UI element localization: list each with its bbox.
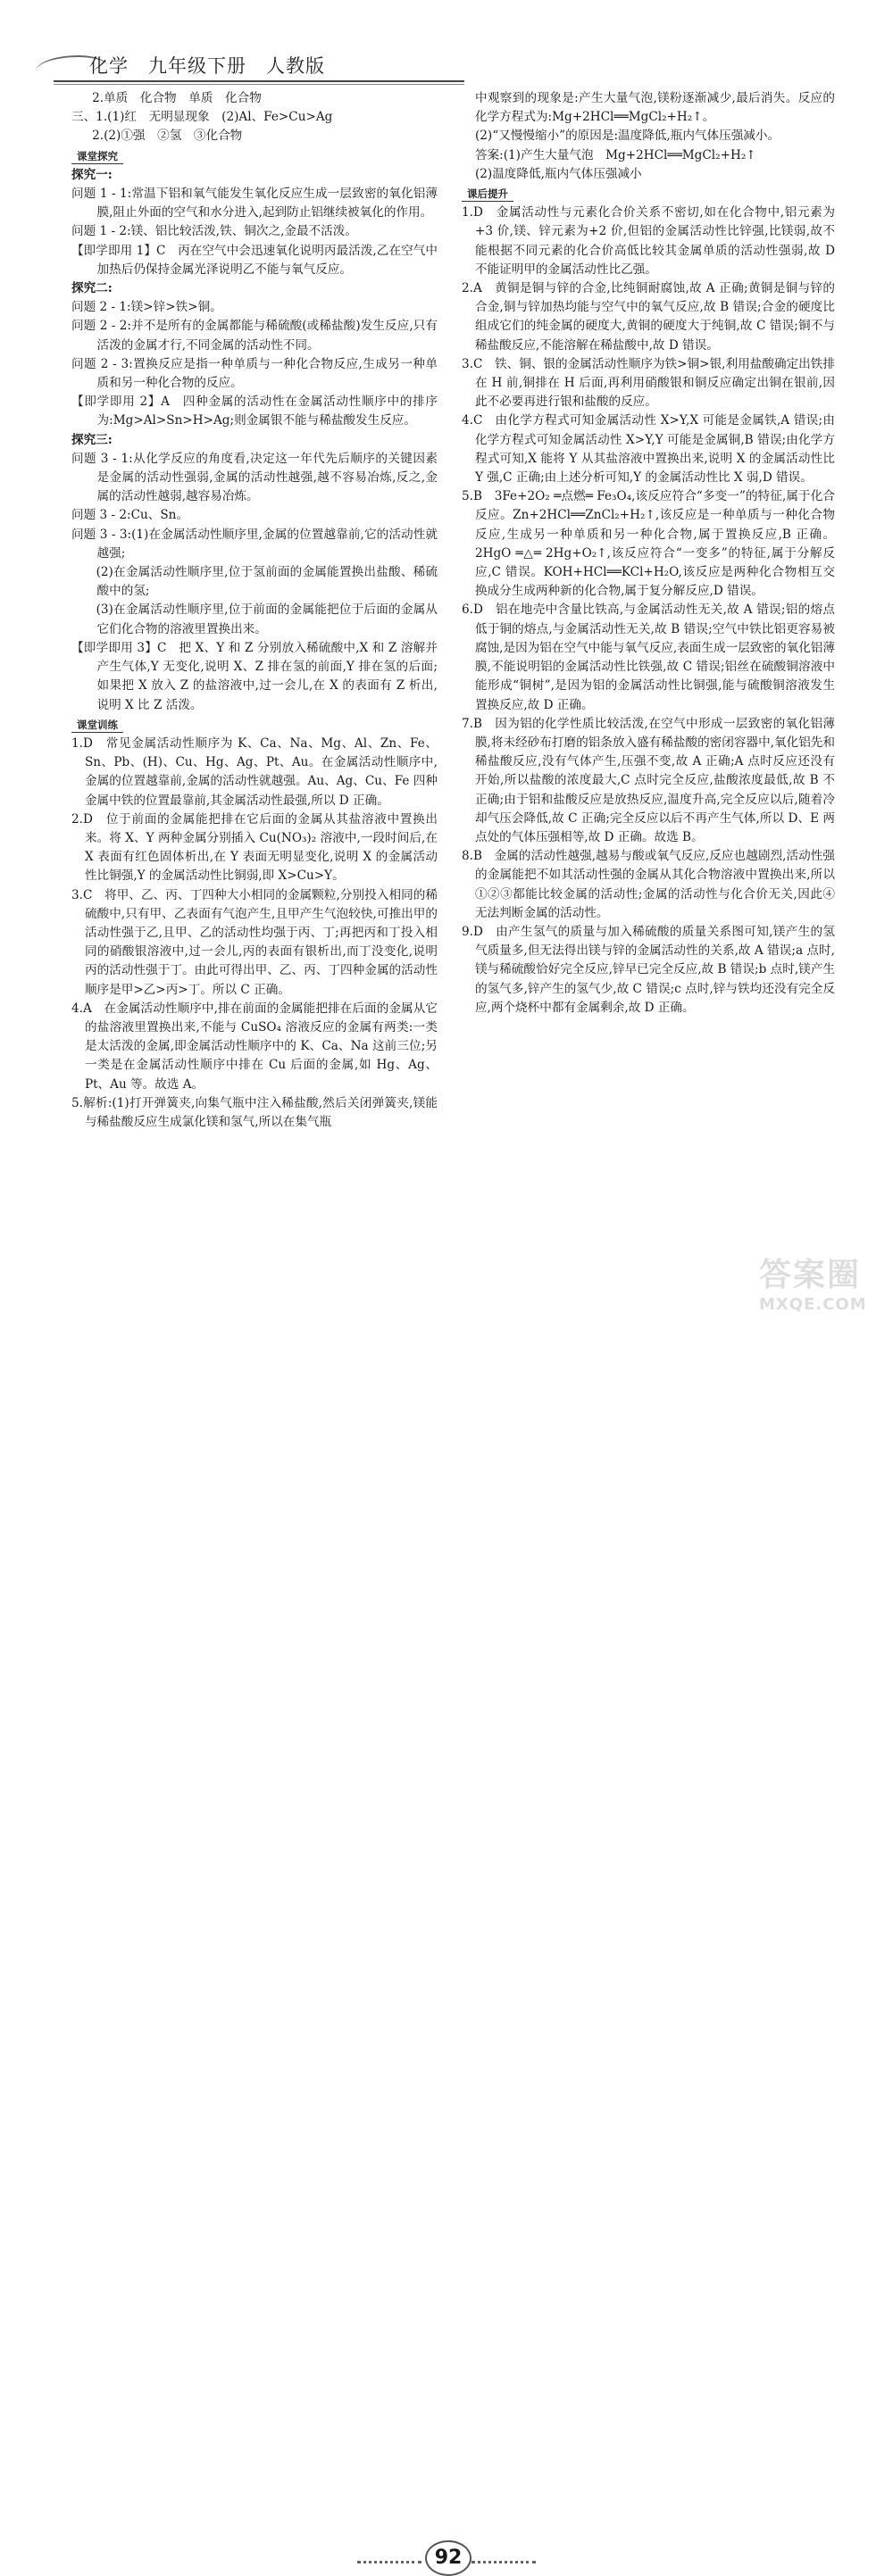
text-paragraph: 问题 3 - 1:从化学反应的角度看,决定这一年代先后顺序的关键因素是金属的活动性强弱,金属的活动性越强,越不容易冶炼,反之,金属的活动性越弱,越容易冶炼。 (71, 451, 438, 504)
text-paragraph: 9.D 由产生氢气的质量与加入稀硫酸的质量关系图可知,镁产生的氢气质量多,但无法得出镁与锌的金属活动性的关系,故 A 错误;a 点时,镁与稀硫酸恰好完全反应,锌早已完全反应,故 B 错误;b 点时,镁产生的氢气多,锌产生的氢气少,故 C 错误;c 点时,锌与铁均还没有完全反应,两个烧杯中都有金属剩余,故 D 正确。 (462, 924, 835, 1015)
text-paragraph: 3.C 铁、铜、银的金属活动性顺序为铁>铜>银,利用盐酸确定出铁排在 H 前,铜排在 H 后面,再利用硝酸银和铜反应确定出铜在银前,因此不必要再进行银和盐酸的反应。 (462, 356, 835, 410)
right-column (462, 89, 835, 1018)
text-paragraph: 4.C 由化学方程式可知金属活动性 X>Y,X 可能是金属铁,A 错误;由化学方程式可知金属活动性 X>Y,Y 可能是金属铜,B 错误;由化学方程式可知,X 能将 Y 从其盐溶液中置换出来,说明 X 的金属活动性比 Y 强,C 正确;由上述分析可知,Y 的金属活动性比 X 弱,D 错误。 (462, 413, 835, 486)
text-paragraph: 探究三: (71, 432, 113, 447)
text-paragraph: 问题 1 - 1:常温下铝和氧气能发生氧化反应生成一层致密的氧化铝薄膜,阻止外面的空气和水分进入,起到防止铝继续被氧化的作用。 (71, 187, 438, 220)
text-paragraph: 1.D 常见金属活动性顺序为 K、Ca、Na、Mg、Al、Zn、Fe、Sn、Pb、(H)、Cu、Hg、Ag、Pt、Au。在金属活动性顺序中,金属的位置越靠前,金属的活动性就越强。Au、Ag、Cu、Fe 四种金属中铁的位置最靠前,其金属活动性最强,所以 D 正确。 (71, 735, 438, 808)
header-rule (54, 80, 464, 82)
page-header (0, 0, 893, 89)
text-paragraph: (2)在金属活动性顺序里,位于氢前面的金属能置换出盐酸、稀硫酸中的氢; (71, 565, 438, 599)
watermark-logo (759, 1250, 884, 1314)
text-paragraph: 5.解析:(1)打开弹簧夹,向集气瓶中注入稀盐酸,然后关闭弹簧夹,镁能与稀盐酸反应生成氯化镁和氢气,所以在集气瓶 (71, 1095, 438, 1129)
text-paragraph: 5.B 3Fe+2O₂ ═点燃═ Fe₃O₄,该反应符合“多变一”的特征,属于化合反应。Zn+2HCl══ZnCl₂+H₂↑,该反应是一种单质与一种化合物反应,生成另一种单质和另一种化合物,属于置换反应,B 正确。2HgO ═△═ 2Hg+O₂↑,该反应符合“一变多”的特征,属于分解反应,C 错误。KOH+HCl══KCl+H₂O,该反应是两种化合物相互交换成分生成两种新的化合物,属于复分解反应,D 错误。 (462, 489, 835, 599)
text-paragraph: 问题 2 - 2:并不是所有的金属都能与稀硫酸(或稀盐酸)发生反应,只有活泼的金属才行,不同金属的活动性不同。 (71, 319, 438, 353)
text-paragraph: (3)在金属活动性顺序里,位于前面的金属能把位于后面的金属从它们化合物的溶液里置换出来。 (71, 602, 438, 636)
text-paragraph: 2.(2)①强 ②氢 ③化合物 (92, 129, 243, 144)
footer-dots-right (472, 2561, 536, 2564)
text-paragraph: 【即学即用 3】C 把 X、Y 和 Z 分别放入稀硫酸中,X 和 Z 溶解并产生气体,Y 无变化,说明 X、Z 排在氢的前面,Y 排在氢的后面;如果把 X 放入 Z 的盐溶液中,过一会儿,在 X 的表面有 Z 析出,说明 X 比 Z 活泼。 (71, 640, 438, 712)
text-paragraph: 【即学即用 1】C 丙在空气中会迅速氧化说明丙最活泼,乙在空气中加热后仍保持金属光泽说明乙不能与氧气反应。 (71, 243, 438, 277)
left-column (71, 89, 438, 1132)
text-paragraph: 问题 2 - 1:镁>锌>铁>铜。 (71, 300, 222, 315)
text-paragraph: 2.单质 化合物 单质 化合物 (92, 91, 262, 105)
header-rule-thin (54, 84, 464, 85)
section-heading-wrap (71, 146, 438, 166)
section-heading-wrap (462, 184, 835, 204)
text-paragraph: 中观察到的现象是:产生大量气泡,镁粉逐渐减少,最后消失。反应的化学方程式为:Mg+2HCl══MgCl₂+H₂↑。 (474, 91, 835, 125)
page-number: 92 (425, 2540, 472, 2576)
text-paragraph: 2.A 黄铜是铜与锌的合金,比纯铜耐腐蚀,故 A 正确;黄铜是铜与锌的合金,铜与锌加热均能与空气中的氧气反应,故 B 错误;合金的硬度比组成它们的纯金属的硬度大,黄铜的硬度大于纯铜,故 C 错误;铜不与稀盐酸反应,不能溶解在稀盐酸中,故 D 错误。 (462, 281, 835, 353)
text-paragraph: 1.D 金属活动性与元素化合价关系不密切,如在化合物中,铝元素为+3 价,镁、锌元素为+2 价,但铝的金属活动性比锌强,比镁弱,故不能根据不同元素的化合价高低比较其金属单质的活动性强弱,故 D 不能证明甲的金属活动性比乙强。 (462, 205, 835, 277)
text-paragraph: 问题 3 - 2:Cu、Sn。 (71, 508, 189, 523)
text-paragraph: 问题 1 - 2:镁、铝比较活泼,铁、铜次之,金最不活泼。 (71, 224, 357, 239)
section-heading: 课堂探究 (71, 149, 123, 164)
footer-dots-left (357, 2561, 421, 2564)
text-paragraph: 问题 3 - 3:(1)在金属活动性顺序里,金属的位置越靠前,它的活动性就越强; (71, 527, 438, 561)
section-heading: 课后提升 (462, 187, 513, 202)
text-paragraph: (2)温度降低,瓶内气体压强减小 (474, 166, 642, 181)
watermark-url: MXQE.COM (759, 1295, 867, 1314)
text-paragraph: 探究二: (71, 281, 113, 296)
text-paragraph: 答案:(1)产生大量气泡 Mg+2HCl══MgCl₂+H₂↑ (474, 147, 756, 162)
text-paragraph: 探究一: (71, 167, 113, 182)
text-paragraph: 【即学即用 2】A 四种金属的活动性在金属活动性顺序中的排序为:Mg>Al>Sn>H>Ag;则金属银不能与稀盐酸发生反应。 (71, 395, 438, 428)
text-paragraph: 三、1.(1)红 无明显现象 (2)Al、Fe>Cu>Ag (71, 110, 333, 125)
text-paragraph: 8.B 金属的活动性越强,越易与酸或氧气反应,反应也越剧烈,活动性强的金属能把不如其活动性强的金属从其化合物溶液中置换出来,所以①②③都能比较金属的活动性;金属的活动性与化合价无关,因此④无法判断金属的活动性。 (462, 849, 835, 920)
text-paragraph: 问题 2 - 3:置换反应是指一种单质与一种化合物反应,生成另一种单质和另一种化合物的反应。 (71, 356, 438, 391)
text-paragraph: 2.D 位于前面的金属能把排在它后面的金属从其盐溶液中置换出来。将 X、Y 两种金属分别插入 Cu(NO₃)₂ 溶液中,一段时间后,在 X 表面有红色固体析出,在 Y 表面无明显变化,说明 X 的金属活动性比铜强,Y 的金属活动性比铜弱,即 X>Cu>Y。 (71, 811, 438, 884)
text-paragraph: (2)“又慢慢缩小”的原因是:温度降低,瓶内气体压强减小。 (474, 129, 780, 144)
text-paragraph: 6.D 铝在地壳中含量比铁高,与金属活动性无关,故 A 错误;铝的熔点低于铜的熔点,与金属活动性无关,故 B 错误;空气中铁比铝更容易被腐蚀,是因为铝在空气中能与氧气反应,表面生成一层致密的氧化铝薄膜,不能说明铝的金属活动性比铁强,故 C 错误;铝丝在硫酸铜溶液中能形成“铜树”,是因为铝的金属活动性比铜强,能与硫酸铜溶液发生置换反应,故 D 正确。 (462, 602, 835, 712)
text-paragraph: 7.B 因为铝的化学性质比较活泼,在空气中形成一层致密的氧化铝薄膜,将未经砂布打磨的铝条放入盛有稀盐酸的密闭容器中,氧化铝先和稀盐酸反应,没有气体产生,压强不变,故 A 正确;A 点时反应还没有开始,所以盐酸的浓度最大,C 点时完全反应,盐酸浓度最低,故 B 不正确;由于铝和盐酸反应是放热反应,温度升高,完全反应以后,随着冷却气压会降低,故 C 正确;完全反应以后不再产生气体,所以 D、E 两点处的气体压强相等,故 D 正确。故选 B。 (462, 716, 835, 844)
book-title: 化学 九年级下册 人教版 (89, 55, 325, 77)
section-heading: 课堂训练 (71, 718, 123, 733)
text-paragraph: 3.C 将甲、乙、丙、丁四种大小相同的金属颗粒,分别投入相同的稀硫酸中,只有甲、乙表面有气泡产生,且甲产生气泡较快,可推出甲的活动性强于乙,且甲、乙的活动性均强于丙、丁;再把丙和丁投入相同的硝酸银溶液中,过一会儿,丙的表面有银析出,而丁没变化,说明丙的活动性强于丁。由此可得出甲、乙、丙、丁四种金属的活动性顺序是甲>乙>丙>丁。所以 C 正确。 (71, 887, 438, 997)
watermark-text: 答案圈 (759, 1257, 862, 1293)
section-heading-wrap (71, 715, 438, 735)
text-paragraph: 4.A 在金属活动性顺序中,排在前面的金属能把排在后面的金属从它的盐溶液里置换出来,不能与 CuSO₄ 溶液反应的金属有两类:一类是太活泼的金属,即金属活动性顺序中的 K、Ca、Na 这前三位;另一类是在金属活动性顺序中排在 Cu 后面的金属,如 Hg、Ag、Pt、Au 等。故选 A。 (71, 1001, 438, 1092)
